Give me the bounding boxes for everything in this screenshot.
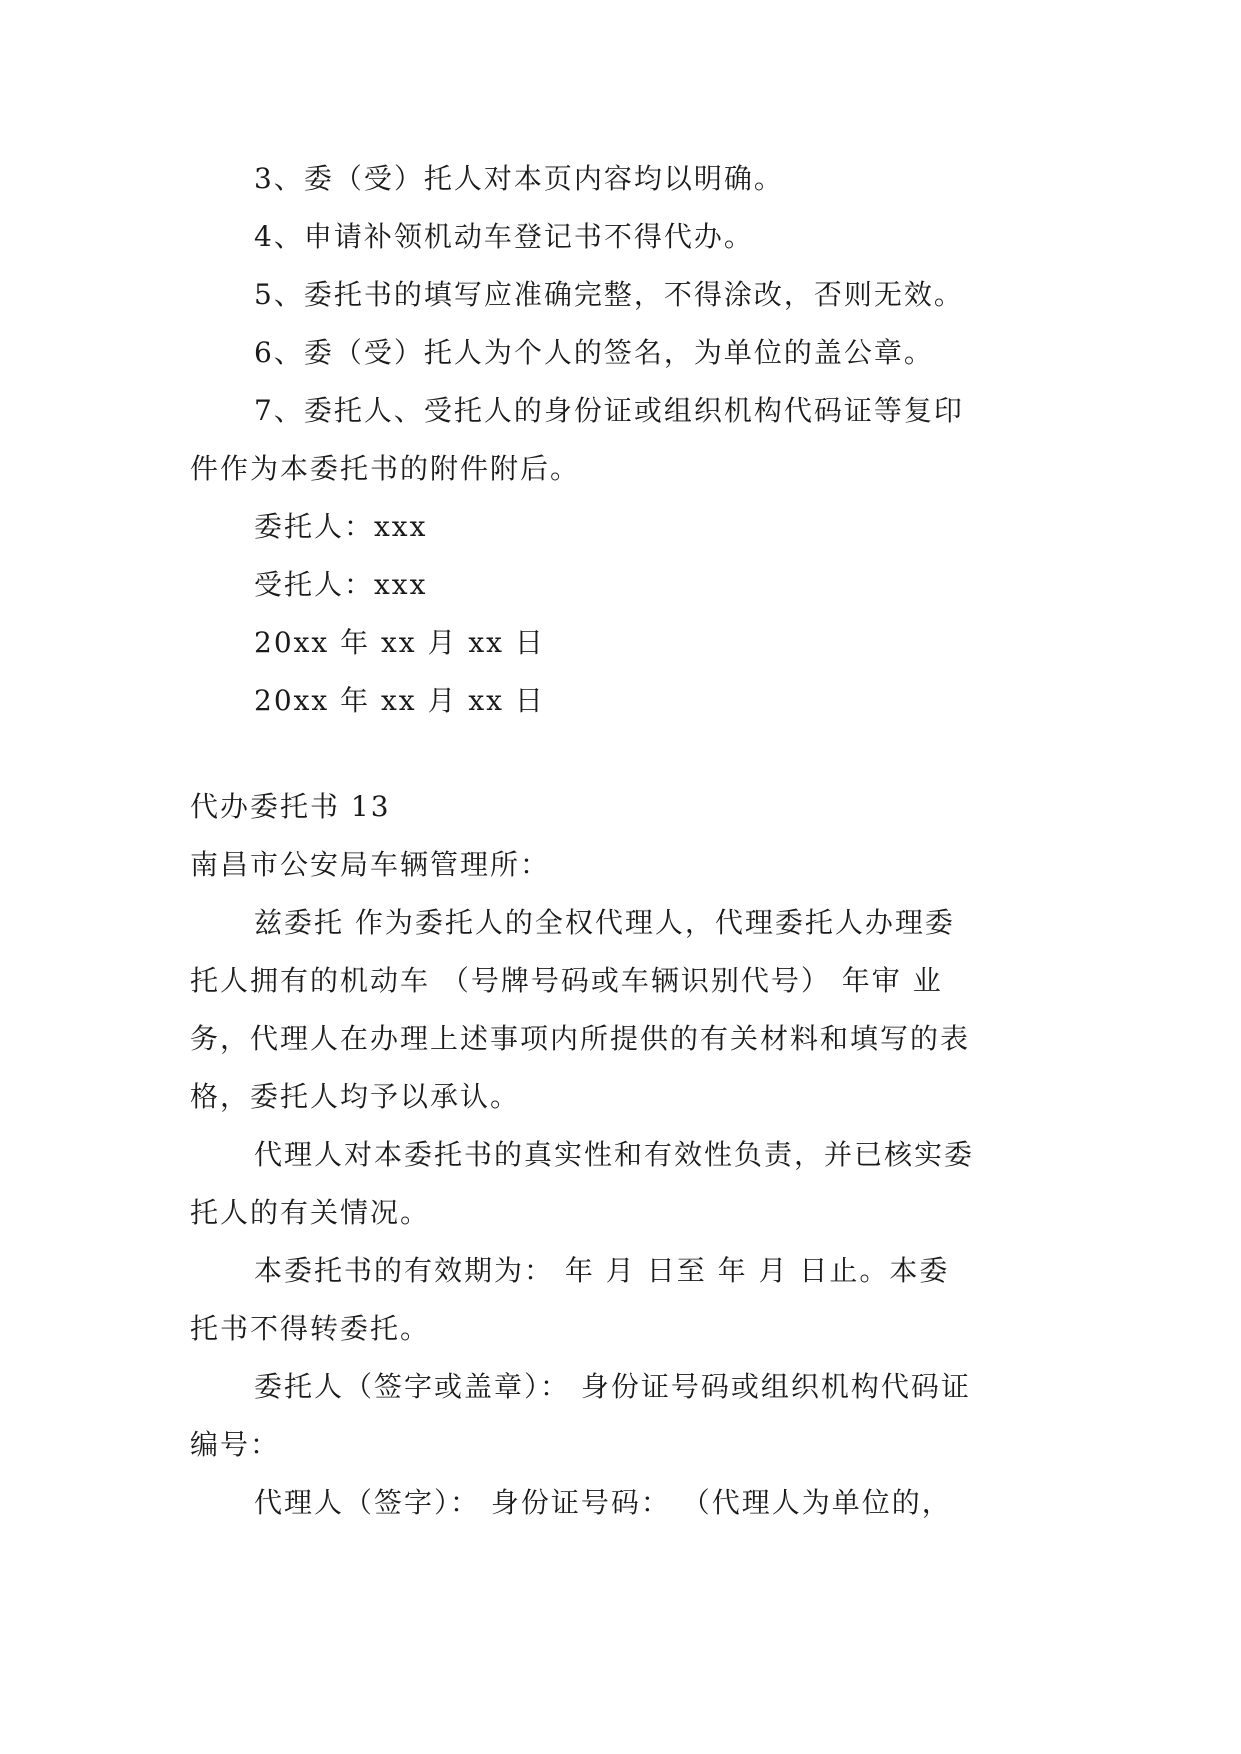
note-item-5: 5、委托书的填写应准确完整，不得涂改，否则无效。 xyxy=(254,278,964,311)
note-item-4: 4、申请补领机动车登记书不得代办。 xyxy=(254,220,754,253)
paragraph-3-line-2: 托书不得转委托。 xyxy=(190,1312,431,1345)
paragraph-4-line-1: 委托人（签字或盖章）： 身份证号码或组织机构代码证 xyxy=(254,1370,971,1403)
paragraph-3-line-1: 本委托书的有效期为： 年 月 日至 年 月 日止。本委 xyxy=(254,1254,950,1287)
paragraph-2-line-2: 托人的有关情况。 xyxy=(190,1196,431,1229)
paragraph-4-line-2: 编号： xyxy=(190,1428,281,1461)
paragraph-1-line-3: 务，代理人在办理上述事项内所提供的有关材料和填写的表 xyxy=(190,1022,971,1055)
paragraph-1-line-4: 格，委托人均予以承认。 xyxy=(190,1080,521,1113)
document-title: 代办委托书 13 xyxy=(190,790,391,823)
document-body xyxy=(190,150,1060,1532)
signature-date-1: 20xx 年 xx 月 xx 日 xyxy=(254,626,545,659)
paragraph-1-line-2: 托人拥有的机动车 （号牌号码或车辆识别代号） 年审 业 xyxy=(190,964,943,997)
paragraph-5-line-1: 代理人（签字）： 身份证号码： （代理人为单位的， xyxy=(254,1486,952,1519)
agent-signature: 受托人：xxx xyxy=(254,568,428,601)
signature-date-2: 20xx 年 xx 月 xx 日 xyxy=(254,684,545,717)
note-item-7-line-1: 7、委托人、受托人的身份证或组织机构代码证等复印 xyxy=(254,394,964,427)
paragraph-2-line-1: 代理人对本委托书的真实性和有效性负责，并已核实委 xyxy=(254,1138,975,1171)
addressee: 南昌市公安局车辆管理所： xyxy=(190,848,551,881)
note-item-7-line-2: 件作为本委托书的附件附后。 xyxy=(190,452,581,485)
paragraph-1-line-1: 兹委托 作为委托人的全权代理人，代理委托人办理委 xyxy=(254,906,955,939)
principal-signature: 委托人：xxx xyxy=(254,510,428,543)
note-item-6: 6、委（受）托人为个人的签名，为单位的盖公章。 xyxy=(254,336,934,369)
section-gap xyxy=(190,730,1060,778)
note-item-3: 3、委（受）托人对本页内容均以明确。 xyxy=(254,162,784,195)
